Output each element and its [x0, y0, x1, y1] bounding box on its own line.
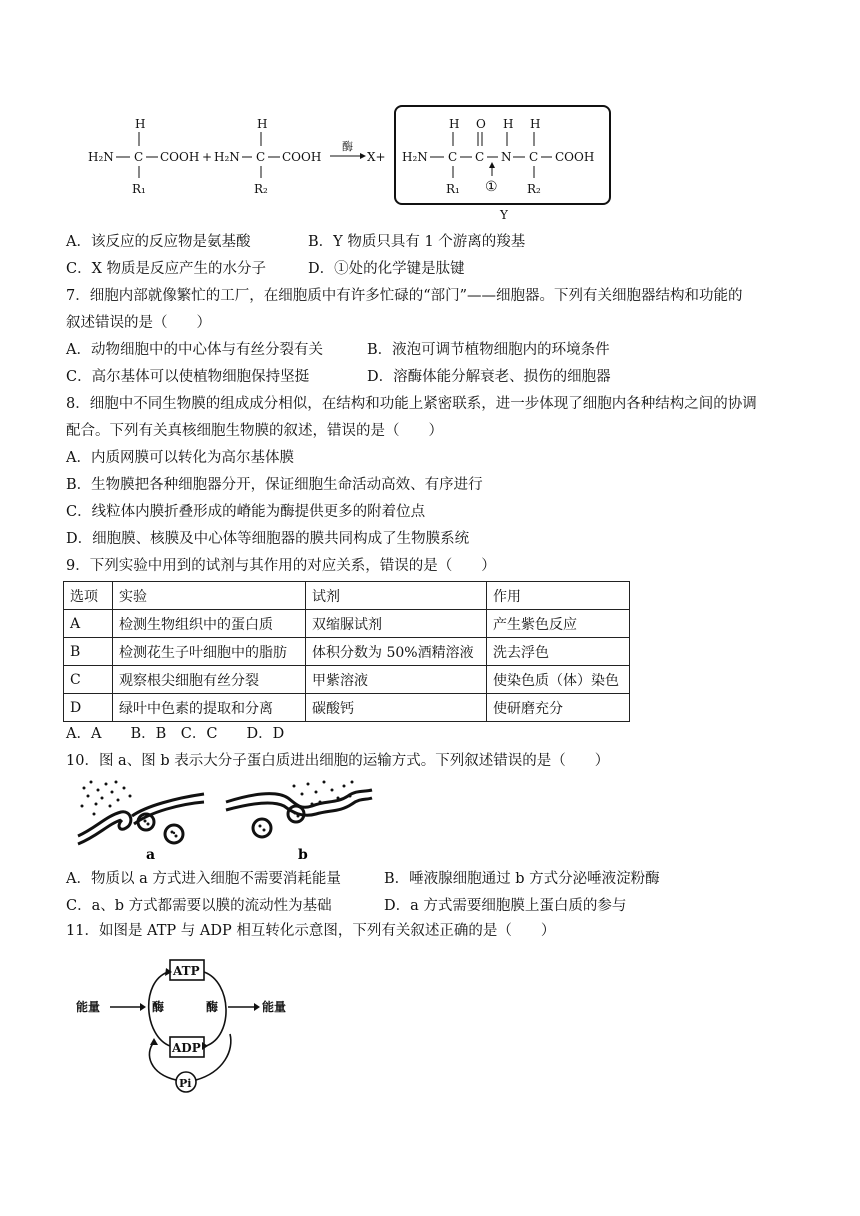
energy-out-label: 能量: [262, 1000, 287, 1014]
q10-stem: 10．图 a、图 b 表示大分子蛋白质进出细胞的运输方式。下列叙述错误的是（ ）: [66, 753, 610, 769]
table-cell: B: [64, 638, 113, 666]
aa1-r1: R₁: [132, 182, 146, 196]
q8-option-c: C．线粒体内膜折叠形成的嵴能为酶提供更多的附着位点: [66, 504, 426, 520]
dipeptide-reaction-figure: [80, 98, 620, 224]
y-cooh: COOH: [555, 150, 595, 164]
table-cell: 洗去浮色: [487, 638, 630, 666]
q7-stem-line1: 7．细胞内部就像繁忙的工厂，在细胞质中有许多忙碌的“部门”——细胞器。下列有关细胞器结构和功能的: [66, 288, 743, 304]
table-row: [64, 638, 630, 666]
table-cell: 产生紫色反应: [487, 610, 630, 638]
aa1-h: H: [135, 117, 146, 131]
y-h1: H: [449, 117, 460, 131]
q7-option-a: A．动物细胞中的中心体与有丝分裂有关: [66, 342, 323, 358]
y-r2: R₂: [527, 182, 541, 196]
aa2-h: H: [257, 117, 268, 131]
y-label: Y: [500, 208, 508, 222]
table-cell: 绿叶中色素的提取和分离: [113, 694, 306, 722]
y-n: N: [501, 150, 512, 164]
q9-stem: 9．下列实验中用到的试剂与其作用的对应关系，错误的是（ ）: [66, 558, 496, 574]
q7-option-d: D．溶酶体能分解衰老、损伤的细胞器: [367, 369, 611, 385]
aa2-r2: R₂: [254, 182, 268, 196]
table-row: [64, 666, 630, 694]
table-cell: 检测生物组织中的蛋白质: [113, 610, 306, 638]
energy-in-label: 能量: [76, 1000, 101, 1014]
q7-option-c: C．高尔基体可以使植物细胞保持坚挺: [66, 369, 310, 385]
pi-label: Pi: [179, 1077, 192, 1090]
table-header-cell: 作用: [487, 582, 630, 610]
aa1-c: C: [134, 150, 144, 164]
table-header-row: [64, 582, 630, 610]
q10-option-d: D．a 方式需要细胞膜上蛋白质的参与: [384, 898, 627, 914]
aa1-cooh: COOH: [160, 150, 200, 164]
adp-label: ADP: [172, 1041, 201, 1055]
q7-stem-line2: 叙述错误的是（ ）: [66, 315, 211, 331]
y-h2n: H₂N: [402, 150, 428, 164]
y-h2: H: [503, 117, 514, 131]
enzyme-right-label: 酶: [206, 1000, 219, 1014]
q7-option-b: B．液泡可调节植物细胞内的环境条件: [367, 342, 610, 358]
table-cell: C: [64, 666, 113, 694]
table-header-cell: 实验: [113, 582, 306, 610]
y-c3: C: [529, 150, 539, 164]
q6-option-b: B．Y 物质只具有 1 个游离的羧基: [308, 234, 526, 250]
q8-stem-line1: 8．细胞中不同生物膜的组成成分相似，在结构和功能上紧密联系，进一步体现了细胞内各种结构之间的协调: [66, 396, 757, 412]
table-cell: 使研磨充分: [487, 694, 630, 722]
y-o: O: [476, 117, 486, 131]
membrane-transport-figure: [76, 776, 376, 866]
table-header-cell: 试剂: [306, 582, 487, 610]
table-row: [64, 610, 630, 638]
q8-option-a: A．内质网膜可以转化为高尔基体膜: [66, 450, 294, 466]
q6-option-d: D．①处的化学键是肽键: [308, 261, 465, 277]
y-h3: H: [530, 117, 541, 131]
table-header-cell: 选项: [64, 582, 113, 610]
y-r1: R₁: [446, 182, 460, 196]
atp-adp-cycle-figure: [74, 950, 334, 1100]
figure-label-b: b: [298, 847, 308, 863]
q8-stem-line2: 配合。下列有关真核细胞生物膜的叙述，错误的是（ ）: [66, 423, 443, 439]
table-cell: D: [64, 694, 113, 722]
q10-option-a: A．物质以 a 方式进入细胞不需要消耗能量: [66, 871, 341, 887]
enzyme-label: 酶: [342, 140, 353, 153]
table-cell: 体积分数为 50%酒精溶液: [306, 638, 487, 666]
x-plus: X+: [367, 150, 386, 164]
table-cell: 观察根尖细胞有丝分裂: [113, 666, 306, 694]
aa2-h2n: H₂N: [214, 150, 240, 164]
q6-option-a: A．该反应的反应物是氨基酸: [66, 234, 251, 250]
q10-option-b: B．唾液腺细胞通过 b 方式分泌唾液淀粉酶: [384, 871, 660, 887]
q8-option-b: B．生物膜把各种细胞器分开，保证细胞生命活动高效、有序进行: [66, 477, 483, 493]
table-cell: 检测花生子叶细胞中的脂肪: [113, 638, 306, 666]
aa2-cooh: COOH: [282, 150, 322, 164]
bond-marker: ①: [485, 179, 498, 195]
q9-table: [63, 581, 630, 722]
y-c1: C: [448, 150, 458, 164]
q6-option-c: C．X 物质是反应产生的水分子: [66, 261, 267, 277]
table-row: [64, 694, 630, 722]
atp-label: ATP: [173, 964, 200, 978]
y-c2: C: [475, 150, 485, 164]
table-cell: 碳酸钙: [306, 694, 487, 722]
table-cell: 使染色质（体）染色: [487, 666, 630, 694]
plus-sign: +: [202, 150, 213, 164]
table-cell: 双缩脲试剂: [306, 610, 487, 638]
table-cell: 甲紫溶液: [306, 666, 487, 694]
table-cell: A: [64, 610, 113, 638]
q8-option-d: D．细胞膜、核膜及中心体等细胞器的膜共同构成了生物膜系统: [66, 531, 470, 547]
q10-option-c: C．a、b 方式都需要以膜的流动性为基础: [66, 898, 332, 914]
figure-label-a: a: [146, 847, 156, 863]
enzyme-left-label: 酶: [152, 1000, 165, 1014]
q9-options: A．A B．B C．C D．D: [66, 726, 285, 742]
aa2-c: C: [256, 150, 266, 164]
q11-stem: 11．如图是 ATP 与 ADP 相互转化示意图，下列有关叙述正确的是（ ）: [66, 923, 556, 939]
aa1-h2n: H₂N: [88, 150, 114, 164]
